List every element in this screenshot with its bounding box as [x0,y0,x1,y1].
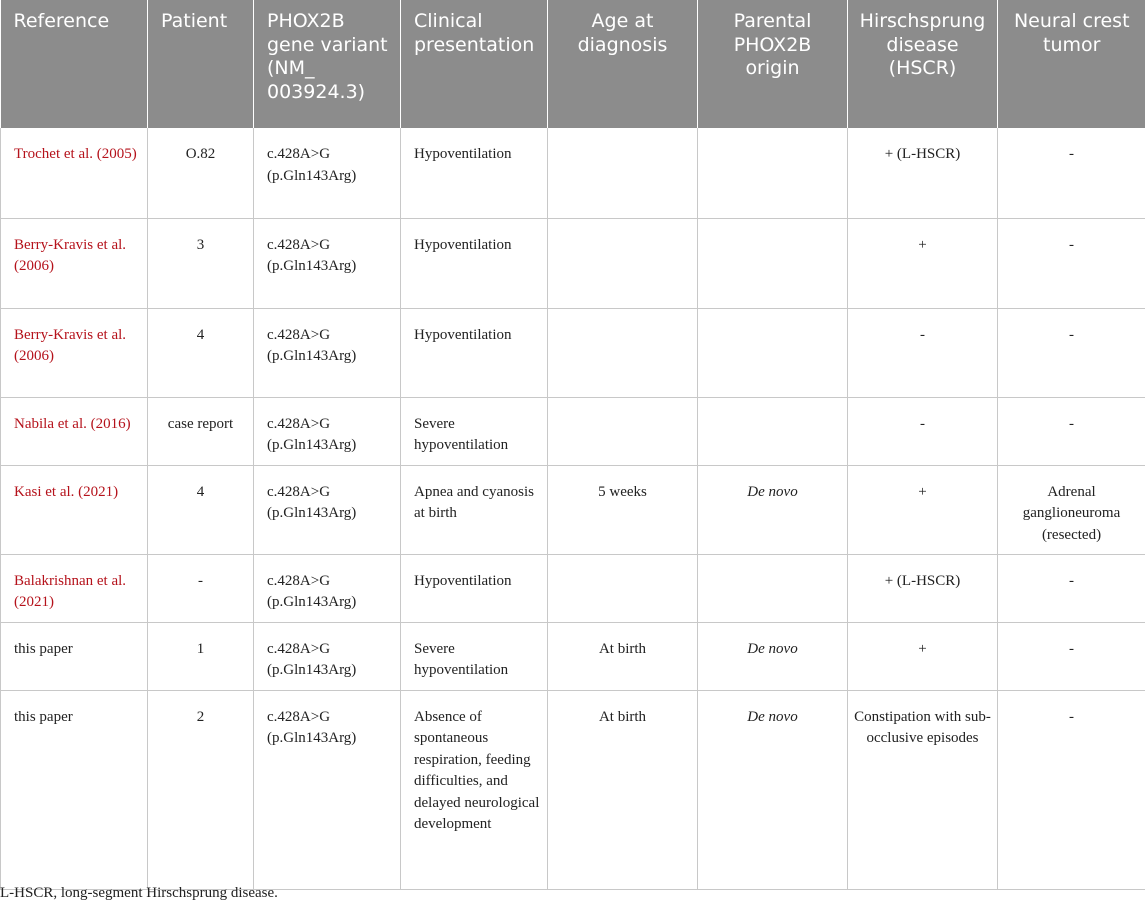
age-cell [548,397,698,465]
table-row [1,218,1145,308]
variant-cell: c.428A>G (p.Gln143Arg) [254,465,401,554]
patient-cell: O.82 [148,128,254,218]
table-row [1,128,1145,218]
clinical-cell: Hypoventilation [401,308,548,397]
tumor-cell: - [998,554,1145,622]
age-cell [548,308,698,397]
origin-cell: De novo [698,465,848,554]
patient-cell: 1 [148,622,254,690]
table-row [1,690,1145,889]
reference-cell: this paper [1,690,148,889]
table-row [1,308,1145,397]
age-cell [548,128,698,218]
hscr-cell: + (L-HSCR) [848,128,998,218]
reference-link[interactable]: Trochet et al. (2005) [1,128,148,218]
hscr-cell: + [848,465,998,554]
reference-link[interactable]: Berry-Kravis et al. (2006) [1,218,148,308]
tumor-cell: - [998,128,1145,218]
origin-cell [698,554,848,622]
origin-cell [698,397,848,465]
reference-link[interactable]: Nabila et al. (2016) [1,397,148,465]
clinical-cell: Hypoventilation [401,128,548,218]
header-variant: PHOX2B gene variant (NM_ 003924.3) [254,0,401,128]
clinical-cell: Absence of spontaneous respiration, feeding difficulties, and delayed neurological development [401,690,548,889]
variant-cell: c.428A>G (p.Gln143Arg) [254,690,401,889]
patient-cell: - [148,554,254,622]
tumor-cell: - [998,622,1145,690]
variant-cell: c.428A>G (p.Gln143Arg) [254,554,401,622]
age-cell [548,554,698,622]
hscr-cell: + [848,622,998,690]
header-hscr: Hirschsprung disease (HSCR) [848,0,998,128]
hscr-cell: - [848,397,998,465]
origin-cell [698,218,848,308]
tumor-cell: - [998,218,1145,308]
header-row [1,0,1145,128]
patient-cell: 4 [148,465,254,554]
table-row [1,397,1145,465]
hscr-cell: + [848,218,998,308]
table-row [1,465,1145,554]
clinical-cell: Hypoventilation [401,218,548,308]
header-origin: Parental PHOX2B origin [698,0,848,128]
age-cell: At birth [548,622,698,690]
age-cell: At birth [548,690,698,889]
reference-link[interactable]: Kasi et al. (2021) [1,465,148,554]
patient-cell: 2 [148,690,254,889]
variant-cell: c.428A>G (p.Gln143Arg) [254,397,401,465]
header-age: Age at diagnosis [548,0,698,128]
origin-cell: De novo [698,690,848,889]
hscr-cell: + (L-HSCR) [848,554,998,622]
header-tumor: Neural crest tumor [998,0,1145,128]
variant-cell: c.428A>G (p.Gln143Arg) [254,218,401,308]
tumor-cell: Adrenal ganglioneuroma (resected) [998,465,1145,554]
patient-cell: case report [148,397,254,465]
age-cell [548,218,698,308]
age-cell: 5 weeks [548,465,698,554]
table-row [1,622,1145,690]
tumor-cell: - [998,308,1145,397]
origin-cell [698,128,848,218]
clinical-cell: Apnea and cyanosis at birth [401,465,548,554]
variant-cell: c.428A>G (p.Gln143Arg) [254,308,401,397]
tumor-cell: - [998,690,1145,889]
variant-cell: c.428A>G (p.Gln143Arg) [254,622,401,690]
reference-cell: this paper [1,622,148,690]
clinical-cell: Hypoventilation [401,554,548,622]
origin-cell: De novo [698,622,848,690]
patient-cell: 3 [148,218,254,308]
reference-link[interactable]: Balakrishnan et al. (2021) [1,554,148,622]
header-patient: Patient [148,0,254,128]
table-footnote: L-HSCR, long-segment Hirschsprung disease. [0,885,278,901]
header-reference: Reference [1,0,148,128]
origin-cell [698,308,848,397]
tumor-cell: - [998,397,1145,465]
variant-cell: c.428A>G (p.Gln143Arg) [254,128,401,218]
clinical-cell: Severe hypoventilation [401,397,548,465]
hscr-cell: - [848,308,998,397]
table-row [1,554,1145,622]
reference-link[interactable]: Berry-Kravis et al. (2006) [1,308,148,397]
patient-cell: 4 [148,308,254,397]
clinical-cell: Severe hypoventilation [401,622,548,690]
header-clinical: Clinical presentation [401,0,548,128]
hscr-cell: Constipation with sub-occlusive episodes [848,690,998,889]
